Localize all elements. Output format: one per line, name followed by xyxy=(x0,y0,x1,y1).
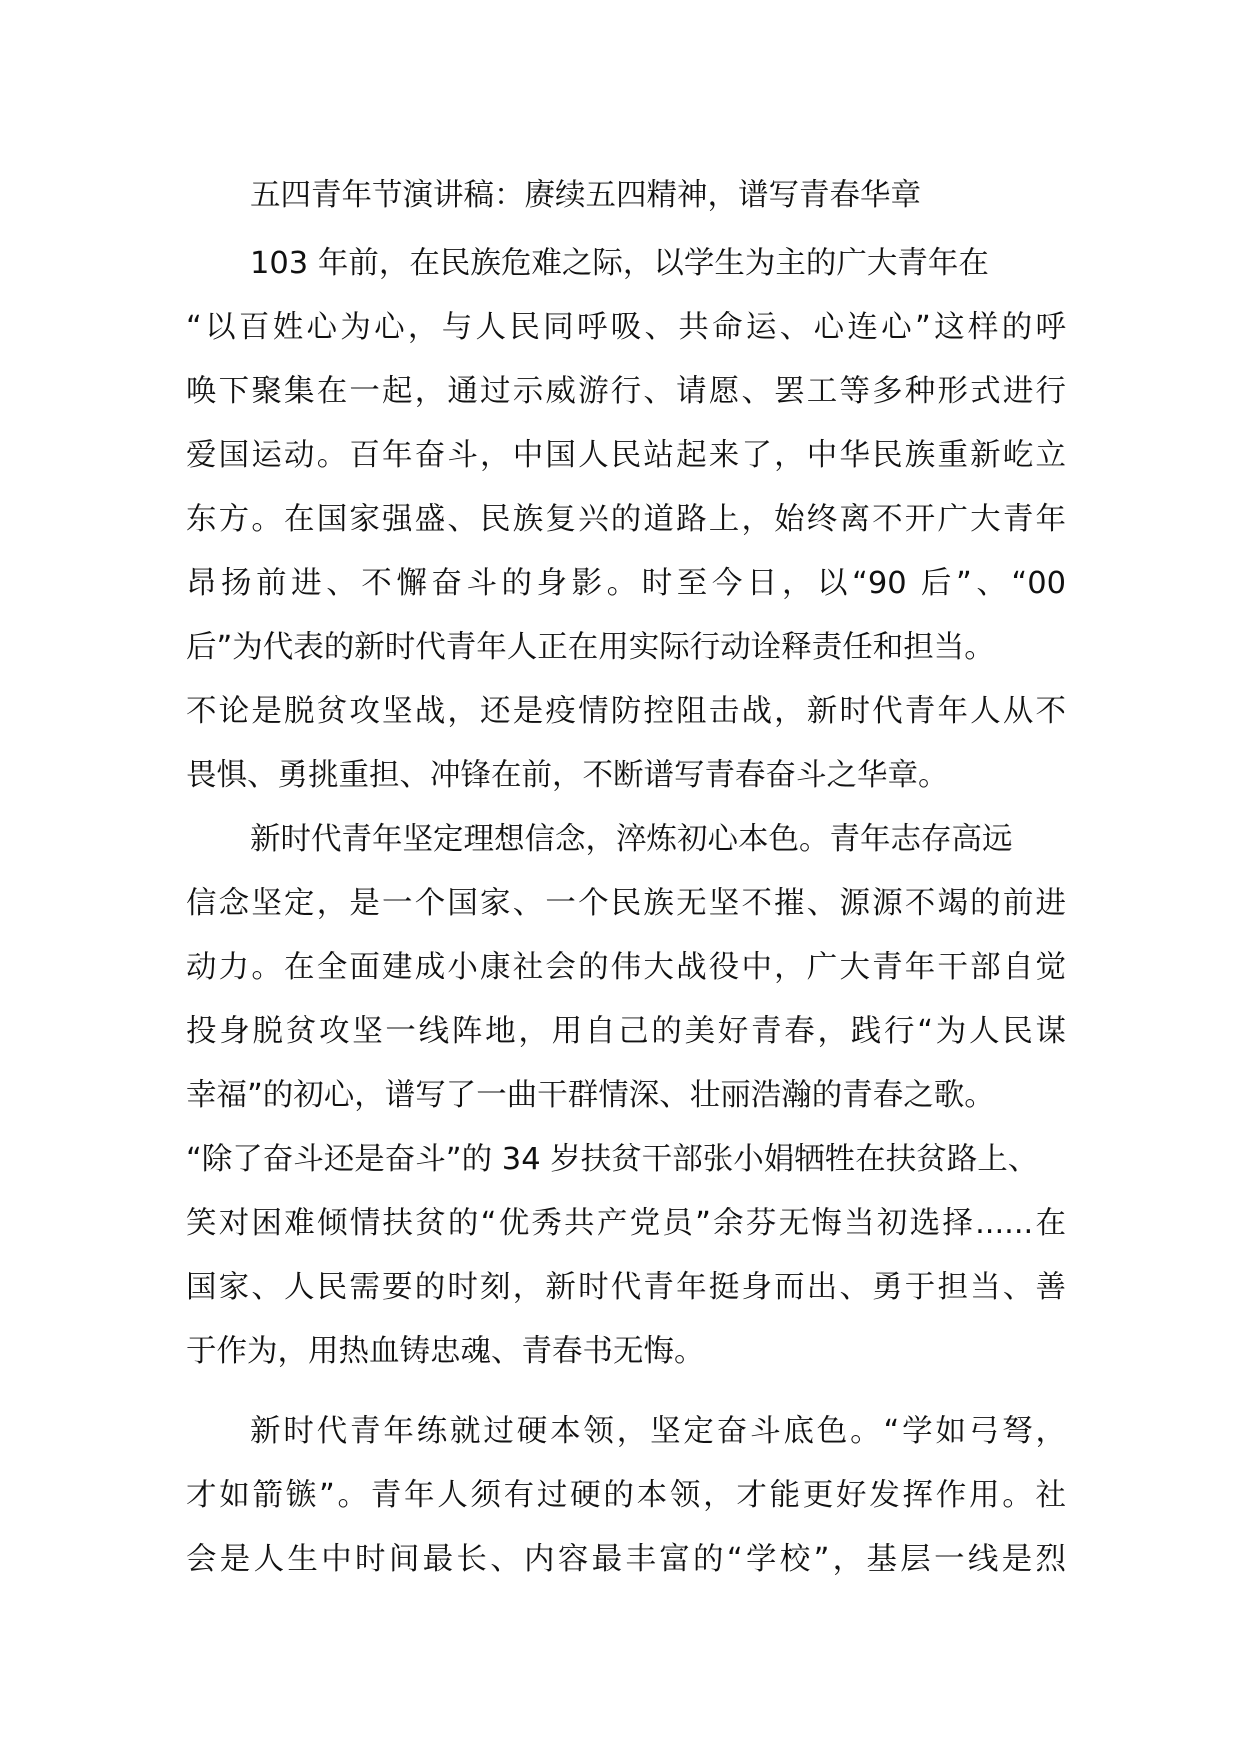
paragraph-line: 爱国运动。百年奋斗，中国人民站起来了，中华民族重新屹立 xyxy=(186,438,1066,473)
paragraph-line: “除了奋斗还是奋斗”的 34 岁扶贫干部张小娟牺牲在扶贫路上、 xyxy=(186,1142,1039,1177)
paragraph-line: 笑对困难倾情扶贫的“优秀共产党员”余芬无悔当初选择......在 xyxy=(186,1206,1066,1241)
paragraph-line: 昂扬前进、不懈奋斗的身影。时至今日，以“90 后”、“00 xyxy=(186,566,1066,601)
paragraph-line: 东方。在国家强盛、民族复兴的道路上，始终离不开广大青年 xyxy=(186,502,1066,537)
paragraph-line: 不论是脱贫攻坚战，还是疫情防控阻击战，新时代青年人从不 xyxy=(186,694,1066,729)
paragraph-line: 唤下聚集在一起，通过示威游行、请愿、罢工等多种形式进行 xyxy=(186,374,1066,409)
paragraph-line: 新时代青年坚定理想信念，淬炼初心本色。青年志存高远 xyxy=(250,822,1013,857)
paragraph-line: 于作为，用热血铸忠魂、青春书无悔。 xyxy=(186,1334,705,1369)
paragraph-line: 幸福”的初心，谱写了一曲干群情深、壮丽浩瀚的青春之歌。 xyxy=(186,1078,995,1113)
paragraph-line: 会是人生中时间最长、内容最丰富的“学校”，基层一线是烈 xyxy=(186,1542,1066,1577)
paragraph-line: 投身脱贫攻坚一线阵地，用自己的美好青春，践行“为人民谋 xyxy=(186,1014,1066,1049)
paragraph-line: 畏惧、勇挑重担、冲锋在前，不断谱写青春奋斗之华章。 xyxy=(186,758,949,793)
paragraph-line: 国家、人民需要的时刻，新时代青年挺身而出、勇于担当、善 xyxy=(186,1270,1066,1305)
document-title: 五四青年节演讲稿：赓续五四精神，谱写青春华章 xyxy=(250,178,921,213)
paragraph-line: 动力。在全面建成小康社会的伟大战役中，广大青年干部自觉 xyxy=(186,950,1066,985)
paragraph-line: 后”为代表的新时代青年人正在用实际行动诠释责任和担当。 xyxy=(186,630,995,665)
paragraph-line: 103 年前，在民族危难之际，以学生为主的广大青年在 xyxy=(250,246,989,281)
paragraph-line: 才如箭镞”。青年人须有过硬的本领，才能更好发挥作用。社 xyxy=(186,1478,1066,1513)
paragraph-line: 新时代青年练就过硬本领，坚定奋斗底色。“学如弓弩， xyxy=(250,1414,1066,1449)
paragraph-line: 信念坚定，是一个国家、一个民族无坚不摧、源源不竭的前进 xyxy=(186,886,1066,921)
paragraph-line: “以百姓心为心，与人民同呼吸、共命运、心连心”这样的呼 xyxy=(186,310,1066,345)
